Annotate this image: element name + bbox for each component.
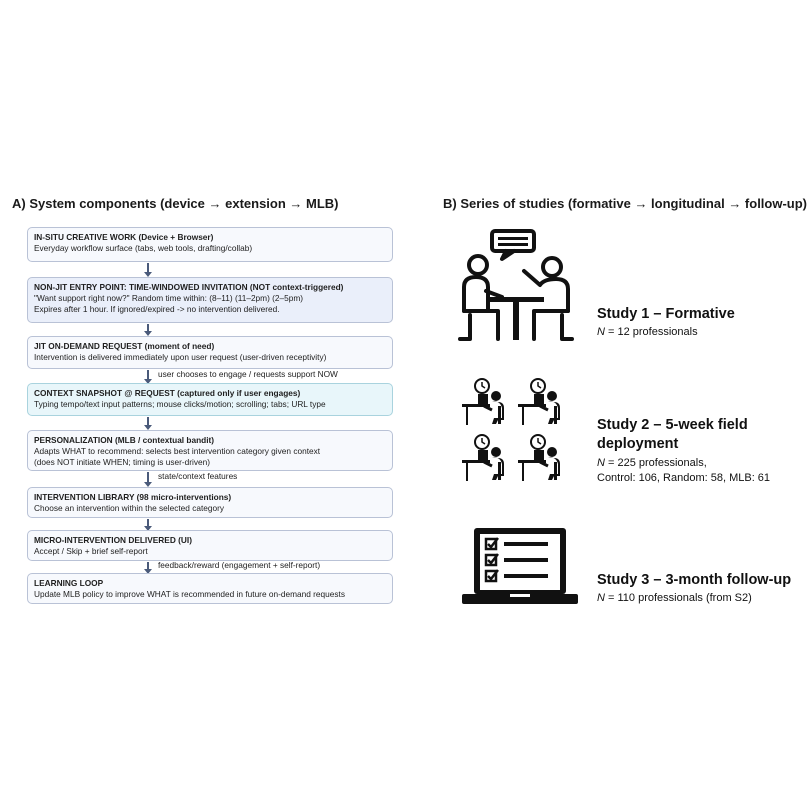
box-line: Intervention is delivered immediately upon user request (user-driven receptivity) bbox=[34, 352, 327, 362]
box-title: INTERVENTION LIBRARY (98 micro-interventions) bbox=[34, 492, 232, 502]
box-line: Accept / Skip + brief self-report bbox=[34, 546, 148, 556]
box-line: Typing tempo/text input patterns; mouse clicks/motion; scrolling; tabs; URL type bbox=[34, 399, 326, 409]
study-3-title: Study 3 – 3-month follow-up bbox=[597, 572, 792, 588]
panel-b-title: B) Series of studies (formative → longitudinal → follow-up) bbox=[443, 196, 808, 211]
box-title: MICRO-INTERVENTION DELIVERED (UI) bbox=[34, 535, 192, 545]
arrow-label-engage: user chooses to engage / requests support NOW bbox=[158, 369, 338, 379]
box-line: (does NOT initiate WHEN; timing is user-driven) bbox=[34, 457, 210, 467]
component-box-learning-loop bbox=[27, 573, 393, 604]
box-title: LEARNING LOOP bbox=[34, 578, 104, 588]
component-box-insitu bbox=[27, 227, 393, 262]
flow-arrow bbox=[147, 417, 149, 426]
arrow-label-state: state/context features bbox=[158, 471, 238, 481]
box-line: Choose an intervention within the selected category bbox=[34, 503, 225, 513]
study-1-n: N = 12 professionals bbox=[597, 326, 698, 338]
study-2-title: Study 2 – 5-week field deployment bbox=[597, 417, 748, 452]
study-2-groups: Control: 106, Random: 58, MLB: 61 bbox=[597, 472, 771, 484]
box-title: CONTEXT SNAPSHOT @ REQUEST (captured only if user engages) bbox=[34, 388, 301, 398]
meeting-icon bbox=[458, 227, 574, 345]
component-box-non-jit bbox=[27, 277, 393, 323]
box-title: NON-JIT ENTRY POINT: TIME-WINDOWED INVITATION (NOT context-triggered) bbox=[34, 282, 344, 292]
component-box-context-snapshot bbox=[27, 383, 393, 416]
box-line: Everyday workflow surface (tabs, web tools, drafting/collab) bbox=[34, 243, 253, 253]
box-line: "Want support right now?" Random time within: (8–11) (11–2pm) (2–5pm) bbox=[34, 293, 304, 303]
component-box-delivered bbox=[27, 530, 393, 561]
flow-arrow bbox=[147, 472, 149, 483]
arrow-label-feedback: feedback/reward (engagement + self-report) bbox=[158, 560, 321, 570]
component-box-library bbox=[27, 487, 393, 518]
flow-arrow bbox=[147, 562, 149, 570]
component-box-personalization bbox=[27, 430, 393, 471]
study-1-title: Study 1 – Formative bbox=[597, 306, 735, 322]
flow-arrow bbox=[147, 324, 149, 332]
box-title: IN-SITU CREATIVE WORK (Device + Browser) bbox=[34, 232, 214, 242]
box-title: PERSONALIZATION (MLB / contextual bandit) bbox=[34, 435, 215, 445]
box-line: Adapts WHAT to recommend: selects best intervention category given context bbox=[34, 446, 321, 456]
component-box-jit-request bbox=[27, 336, 393, 369]
flow-arrow bbox=[147, 519, 149, 527]
flow-arrow bbox=[147, 370, 149, 380]
box-title: JIT ON-DEMAND REQUEST (moment of need) bbox=[34, 341, 215, 351]
box-line: Update MLB policy to improve WHAT is recommended in future on-demand requests bbox=[34, 589, 345, 599]
desk-workers-icon bbox=[458, 378, 570, 490]
study-3-n: N = 110 professionals (from S2) bbox=[597, 592, 752, 604]
box-line: Expires after 1 hour. If ignored/expired -> no intervention delivered. bbox=[34, 304, 280, 314]
flow-arrow bbox=[147, 263, 149, 273]
study-2-n: N = 225 professionals, bbox=[597, 457, 707, 469]
panel-a-title: A) System components (device → extension → MLB) bbox=[12, 196, 339, 211]
laptop-checklist-icon bbox=[462, 526, 578, 610]
